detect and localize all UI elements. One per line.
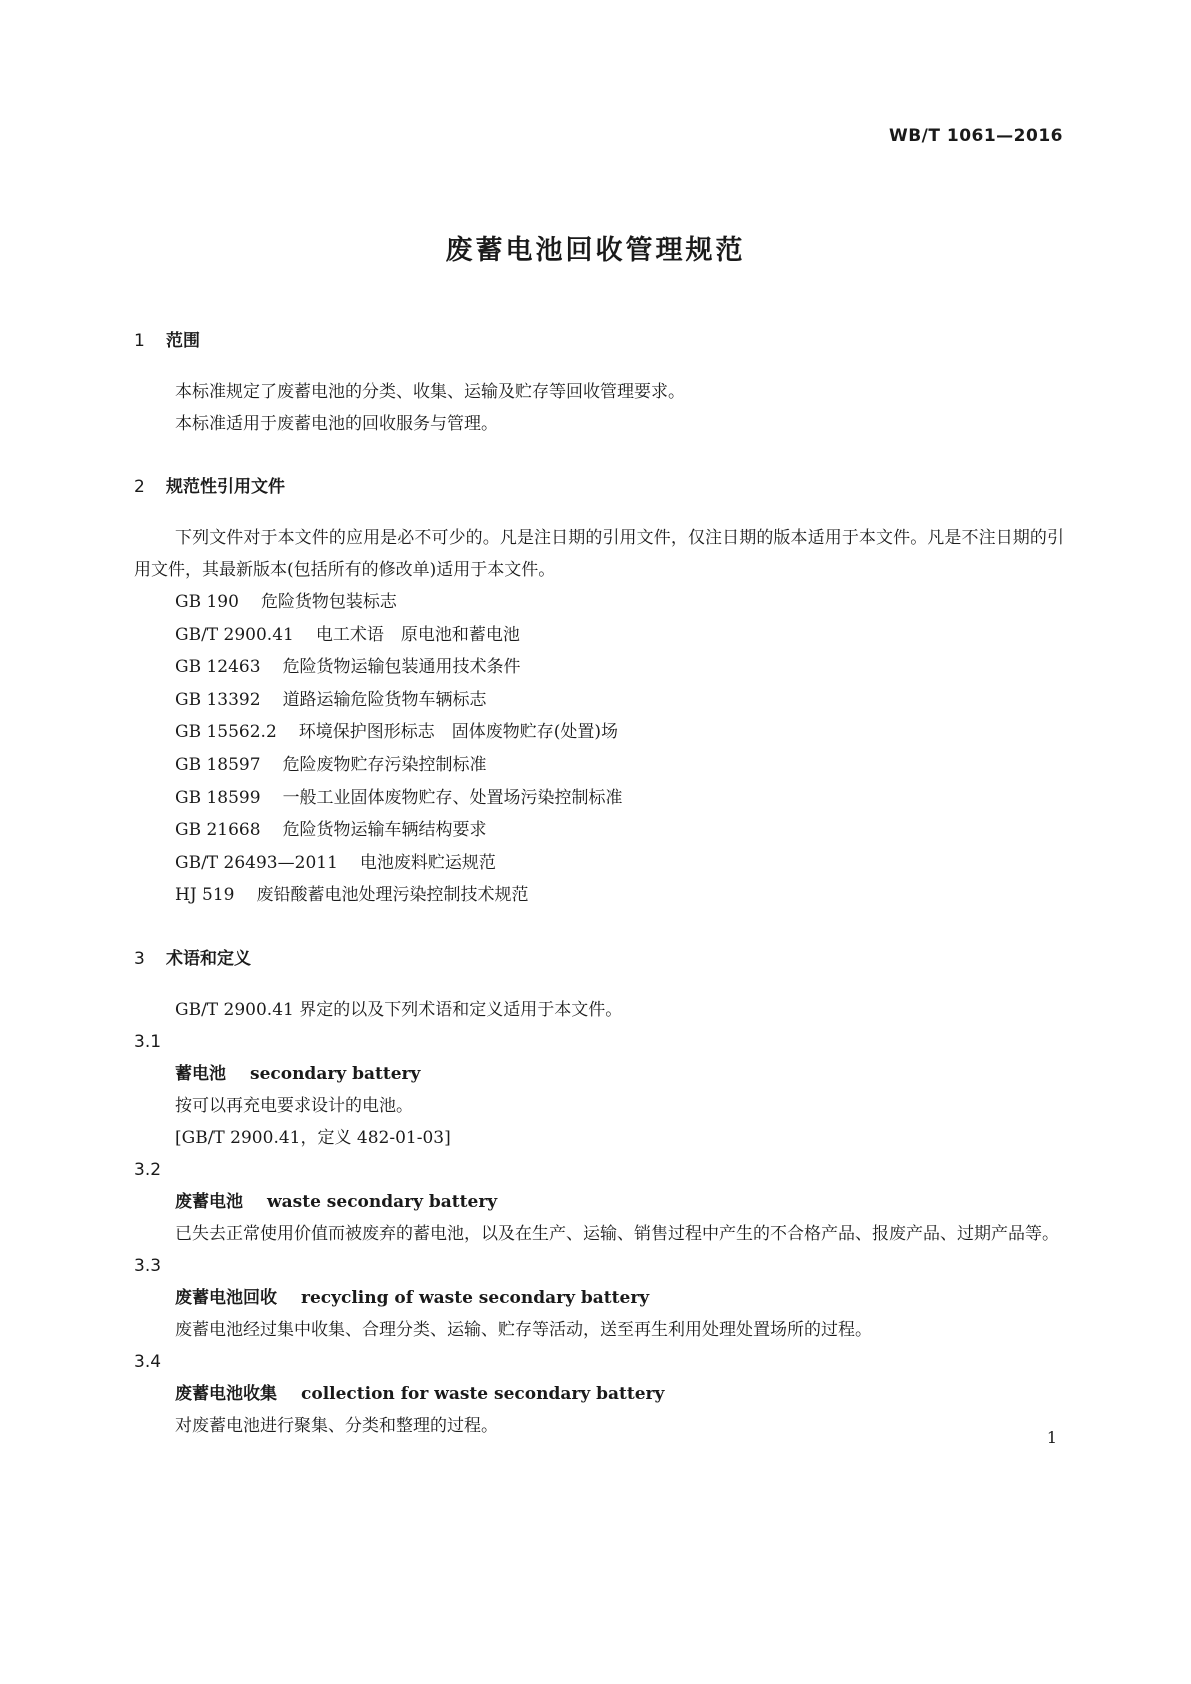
reference-list (134, 586, 1064, 912)
term-name-zh: 废蓄电池 (175, 1191, 243, 1212)
reference-code: GB 15562.2 (175, 722, 277, 743)
reference-item (134, 749, 1064, 782)
term-entry (134, 1346, 1064, 1442)
section-number: 1 (134, 331, 145, 351)
paragraph: 下列文件对于本文件的应用是必不可少的。凡是注日期的引用文件，仅注日期的版本适用于本文件。凡是不注日期的引用文件，其最新版本(包括所有的修改单)适用于本文件。 (134, 528, 1064, 580)
section-2-heading (134, 476, 1064, 498)
reference-item (134, 782, 1064, 815)
term-name-en: collection for waste secondary battery (301, 1383, 665, 1404)
document-title: 废蓄电池回收管理规范 (445, 235, 746, 266)
term-entry (134, 1154, 1064, 1250)
reference-title: 危险货物运输车辆结构要求 (282, 820, 487, 841)
paragraph: 本标准规定了废蓄电池的分类、收集、运输及贮存等回收管理要求。 (175, 382, 685, 402)
reference-title: 废铅酸蓄电池处理污染控制技术规范 (256, 885, 529, 906)
reference-code: GB 12463 (175, 657, 261, 678)
term-name-en: secondary battery (250, 1063, 421, 1084)
section-3-heading (134, 948, 1064, 970)
section-number: 3 (134, 948, 145, 969)
term-number: 3.4 (134, 1351, 162, 1372)
reference-item (134, 814, 1064, 847)
section-1-heading (134, 330, 1064, 352)
term-entry (134, 1250, 1064, 1346)
term-definition: 对废蓄电池进行聚集、分类和整理的过程。 (175, 1415, 498, 1436)
term-name-zh: 废蓄电池回收 (175, 1287, 277, 1308)
reference-code: GB 13392 (175, 689, 261, 710)
term-name-en: recycling of waste secondary battery (301, 1287, 650, 1308)
reference-title: 道路运输危险货物车辆标志 (282, 689, 487, 710)
paragraph: GB/T 2900.41 界定的以及下列术语和定义适用于本文件。 (175, 999, 623, 1020)
reference-title: 危险货物运输包装通用技术条件 (282, 657, 521, 678)
reference-code: GB 190 (175, 592, 239, 612)
term-definition: 按可以再充电要求设计的电池。 (175, 1095, 413, 1116)
section-title: 规范性引用文件 (166, 477, 285, 497)
reference-item (134, 847, 1064, 880)
document-body (134, 330, 1064, 1442)
term-name (134, 1058, 1064, 1090)
term-number: 3.3 (134, 1255, 162, 1276)
reference-item (134, 684, 1064, 717)
term-definition: 已失去正常使用价值而被废弃的蓄电池，以及在生产、运输、销售过程中产生的不合格产品、报废产品、过期产品等。 (175, 1223, 1059, 1244)
page-number: 1 (1046, 1428, 1057, 1447)
term-name (134, 1186, 1064, 1218)
reference-title: 危险货物包装标志 (260, 592, 397, 612)
term-number: 3.1 (134, 1031, 162, 1052)
reference-title: 危险废物贮存污染控制标准 (282, 754, 487, 775)
reference-item (134, 619, 1064, 652)
reference-code: GB 21668 (175, 820, 261, 841)
term-name-zh: 蓄电池 (175, 1063, 226, 1084)
reference-item (134, 586, 1064, 619)
term-name-zh: 废蓄电池收集 (175, 1383, 277, 1404)
reference-item (134, 716, 1064, 749)
term-entry (134, 1026, 1064, 1154)
term-definition: 废蓄电池经过集中收集、合理分类、运输、贮存等活动，送至再生利用处理处置场所的过程。 (175, 1319, 872, 1340)
term-name (134, 1282, 1064, 1314)
term-name (134, 1378, 1064, 1410)
section-title: 术语和定义 (166, 948, 251, 969)
reference-item (134, 651, 1064, 684)
reference-title: 环境保护图形标志 固体废物贮存(处置)场 (298, 722, 619, 743)
term-source: [GB/T 2900.41，定义 482-01-03] (175, 1127, 451, 1148)
reference-title: 电池废料贮运规范 (359, 852, 496, 873)
section-title: 范围 (166, 331, 200, 351)
term-name-en: waste secondary battery (267, 1191, 498, 1212)
standard-number: WB/T 1061—2016 (888, 126, 1063, 146)
reference-code: GB 18597 (175, 754, 261, 775)
reference-item (134, 879, 1064, 912)
paragraph: 本标准适用于废蓄电池的回收服务与管理。 (175, 414, 498, 434)
reference-title: 电工术语 原电池和蓄电池 (315, 624, 520, 645)
section-number: 2 (134, 477, 145, 497)
reference-title: 一般工业固体废物贮存、处置场污染控制标准 (282, 787, 623, 808)
reference-code: GB/T 2900.41 (175, 624, 294, 645)
reference-code: GB/T 26493—2011 (175, 852, 338, 873)
term-number: 3.2 (134, 1159, 162, 1180)
reference-code: GB 18599 (175, 787, 261, 808)
reference-code: HJ 519 (175, 885, 235, 906)
